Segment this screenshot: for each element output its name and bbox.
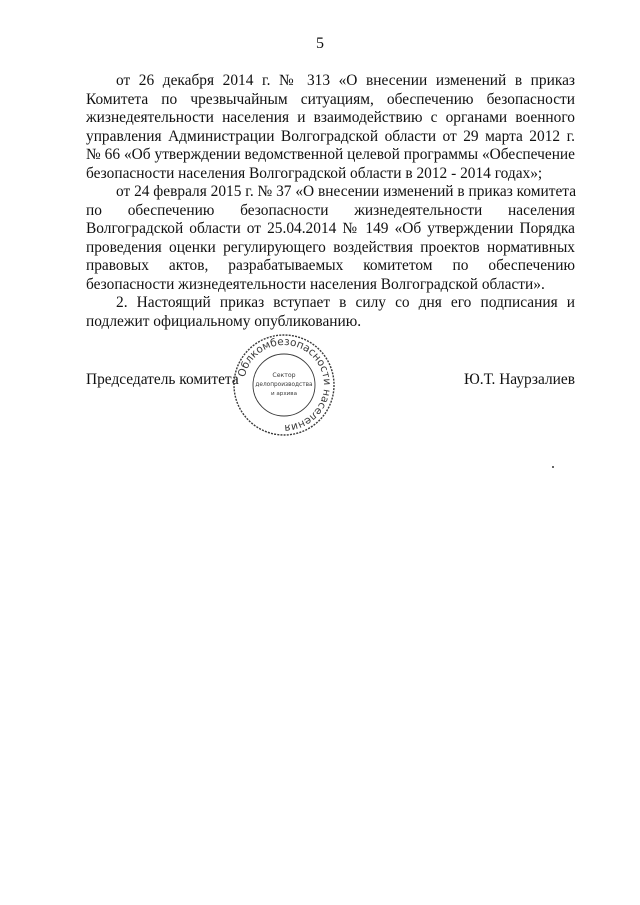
text-line: от 24 февраля 2015 г. № 37 «О внесении изменений в приказ комитета — [116, 183, 577, 200]
text-line: Волгоградской области от 25.04.2014 № 149 «Об утверждении Порядка — [86, 220, 575, 237]
stamp-center-line-3: и архива — [270, 391, 298, 397]
stamp-center-line-1: Сектор — [272, 372, 296, 379]
text-line: от 26 декабря 2014 г. № 313 «О внесении изменений в приказ — [116, 72, 575, 89]
stamp-ring-text: Облкомбезопасности населения — [235, 335, 334, 435]
text-line: № 66 «Об утверждении ведомственной целевой программы «Обеспечение — [86, 146, 575, 163]
office-stamp — [232, 333, 336, 437]
signatory-title: Председатель комитета — [86, 371, 239, 388]
page-number: 5 — [316, 35, 324, 52]
scan-speck — [552, 466, 554, 468]
stamp-center-line-2: делопроизводства — [255, 382, 313, 388]
paragraph-order-313 — [86, 72, 575, 183]
document-body — [86, 72, 575, 331]
signatory-name: Ю.Т. Наурзалиев — [463, 371, 575, 388]
text-line: управления Администрации Волгоградской области от 29 марта 2012 г. — [86, 127, 575, 145]
text-line: подлежит официальному опубликованию. — [86, 312, 362, 330]
paragraph-order-37 — [86, 183, 575, 294]
text-line: 2. Настоящий приказ вступает в силу со дня его подписания и — [116, 294, 575, 311]
text-line: Комитета по чрезвычайным ситуациям, обеспечению безопасности — [86, 90, 575, 108]
text-line: проведения оценки регулирующего воздействия проектов нормативных — [86, 238, 575, 256]
text-line: жизнедеятельности населения и взаимодействию с органами военного — [86, 109, 575, 126]
text-line: безопасности населения Волгоградской области в 2012 - 2014 годах»; — [86, 164, 543, 182]
text-line: безопасности жизнедеятельности населения Волгоградской области». — [86, 275, 545, 293]
text-line: правовых актов, разрабатываемых комитетом по обеспечению — [86, 257, 575, 274]
paragraph-effective-date — [86, 294, 575, 331]
text-line: по обеспечению безопасности жизнедеятельности населения — [86, 201, 575, 219]
stamp-graphic — [232, 333, 336, 437]
